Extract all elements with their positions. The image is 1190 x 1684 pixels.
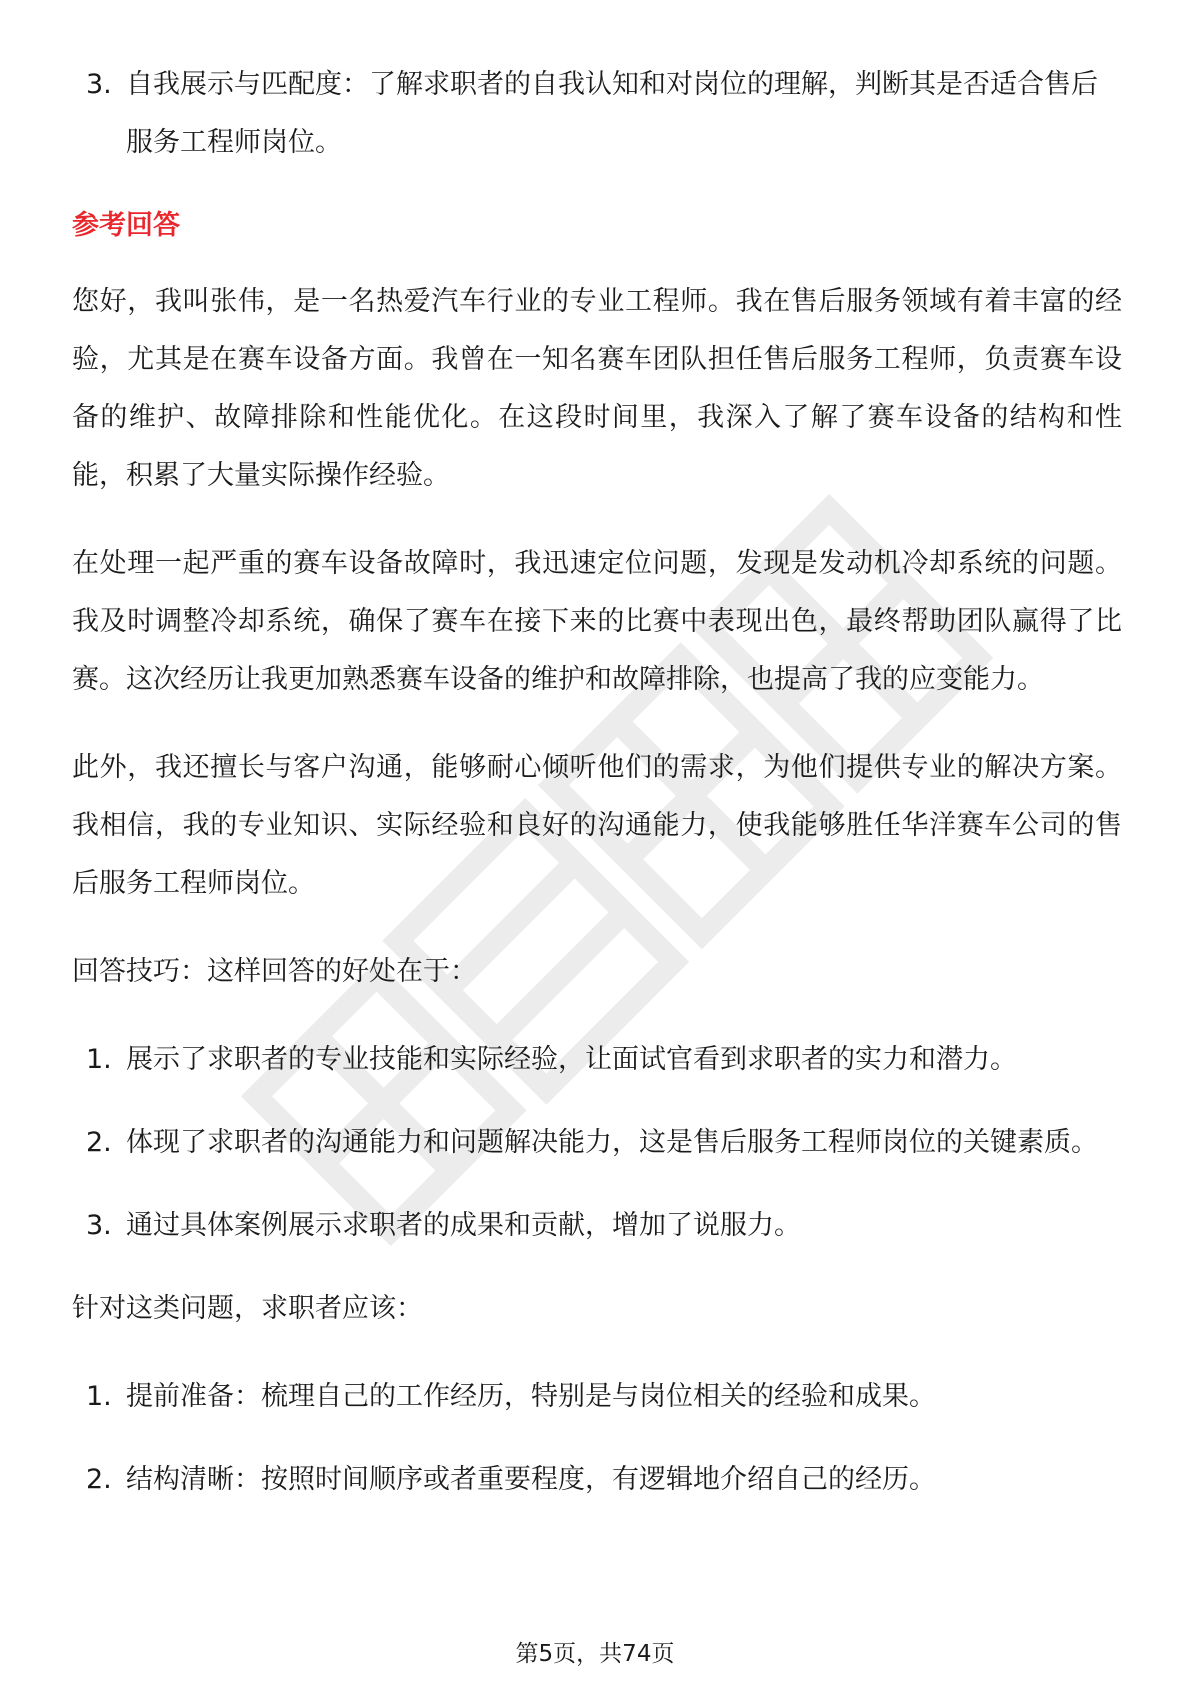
tips-list [72,1031,1122,1255]
list-item [72,1114,1122,1172]
list-item-text: 通过具体案例展示求职者的成果和贡献，增加了说服力。 [126,1210,801,1241]
list-item-text: 体现了求职者的沟通能力和问题解决能力，这是售后服务工程师岗位的关键素质。 [126,1127,1098,1158]
list-item [72,1368,1122,1426]
answer-paragraph: 此外，我还擅长与客户沟通，能够耐心倾听他们的需求，为他们提供专业的解决方案。我相信，我的专业知识、实际经验和良好的沟通能力，使我能够胜任华洋赛车公司的售后服务工程师岗位。 [72,752,1122,899]
list-item-text: 自我展示与匹配度：了解求职者的自我认知和对岗位的理解，判断其是否适合售后服务工程师岗位。 [126,69,1098,158]
tips-intro: 回答技巧：这样回答的好处在于： [72,956,477,987]
list-item-number: 3. [86,1210,112,1241]
advice-intro: 针对这类问题，求职者应该： [72,1293,423,1324]
list-item-number: 2. [86,1127,112,1158]
page-footer: 第5页，共74页 [515,1641,675,1667]
answer-paragraph: 您好，我叫张伟，是一名热爱汽车行业的专业工程师。我在售后服务领域有着丰富的经验，尤其是在赛车设备方面。我曾在一知名赛车团队担任售后服务工程师，负责赛车设备的维护、故障排除和性能优化。在这段时间里，我深入了解了赛车设备的结构和性能，积累了大量实际操作经验。 [72,286,1122,491]
answer-heading: 参考回答 [72,210,180,241]
list-item-text: 结构清晰：按照时间顺序或者重要程度，有逻辑地介绍自己的经历。 [126,1464,936,1495]
list-item-number: 1. [86,1381,112,1412]
list-item-text: 提前准备：梳理自己的工作经历，特别是与岗位相关的经验和成果。 [126,1381,936,1412]
advice-list [72,1368,1122,1509]
list-item-number: 2. [86,1464,112,1495]
list-item [72,1031,1122,1089]
answer-paragraph: 在处理一起严重的赛车设备故障时，我迅速定位问题，发现是发动机冷却系统的问题。我及时调整冷却系统，确保了赛车在接下来的比赛中表现出色，最终帮助团队赢得了比赛。这次经历让我更加熟悉赛车设备的维护和故障排除，也提高了我的应变能力。 [72,548,1122,695]
list-item [72,56,1122,172]
list-item-text: 展示了求职者的专业技能和实际经验，让面试官看到求职者的实力和潜力。 [126,1044,1017,1075]
intro-list [72,56,1122,172]
list-item-number: 1. [86,1044,112,1075]
list-item [72,1197,1122,1255]
document-content [72,56,1122,1534]
list-item-number: 3. [86,69,112,100]
list-item [72,1451,1122,1509]
